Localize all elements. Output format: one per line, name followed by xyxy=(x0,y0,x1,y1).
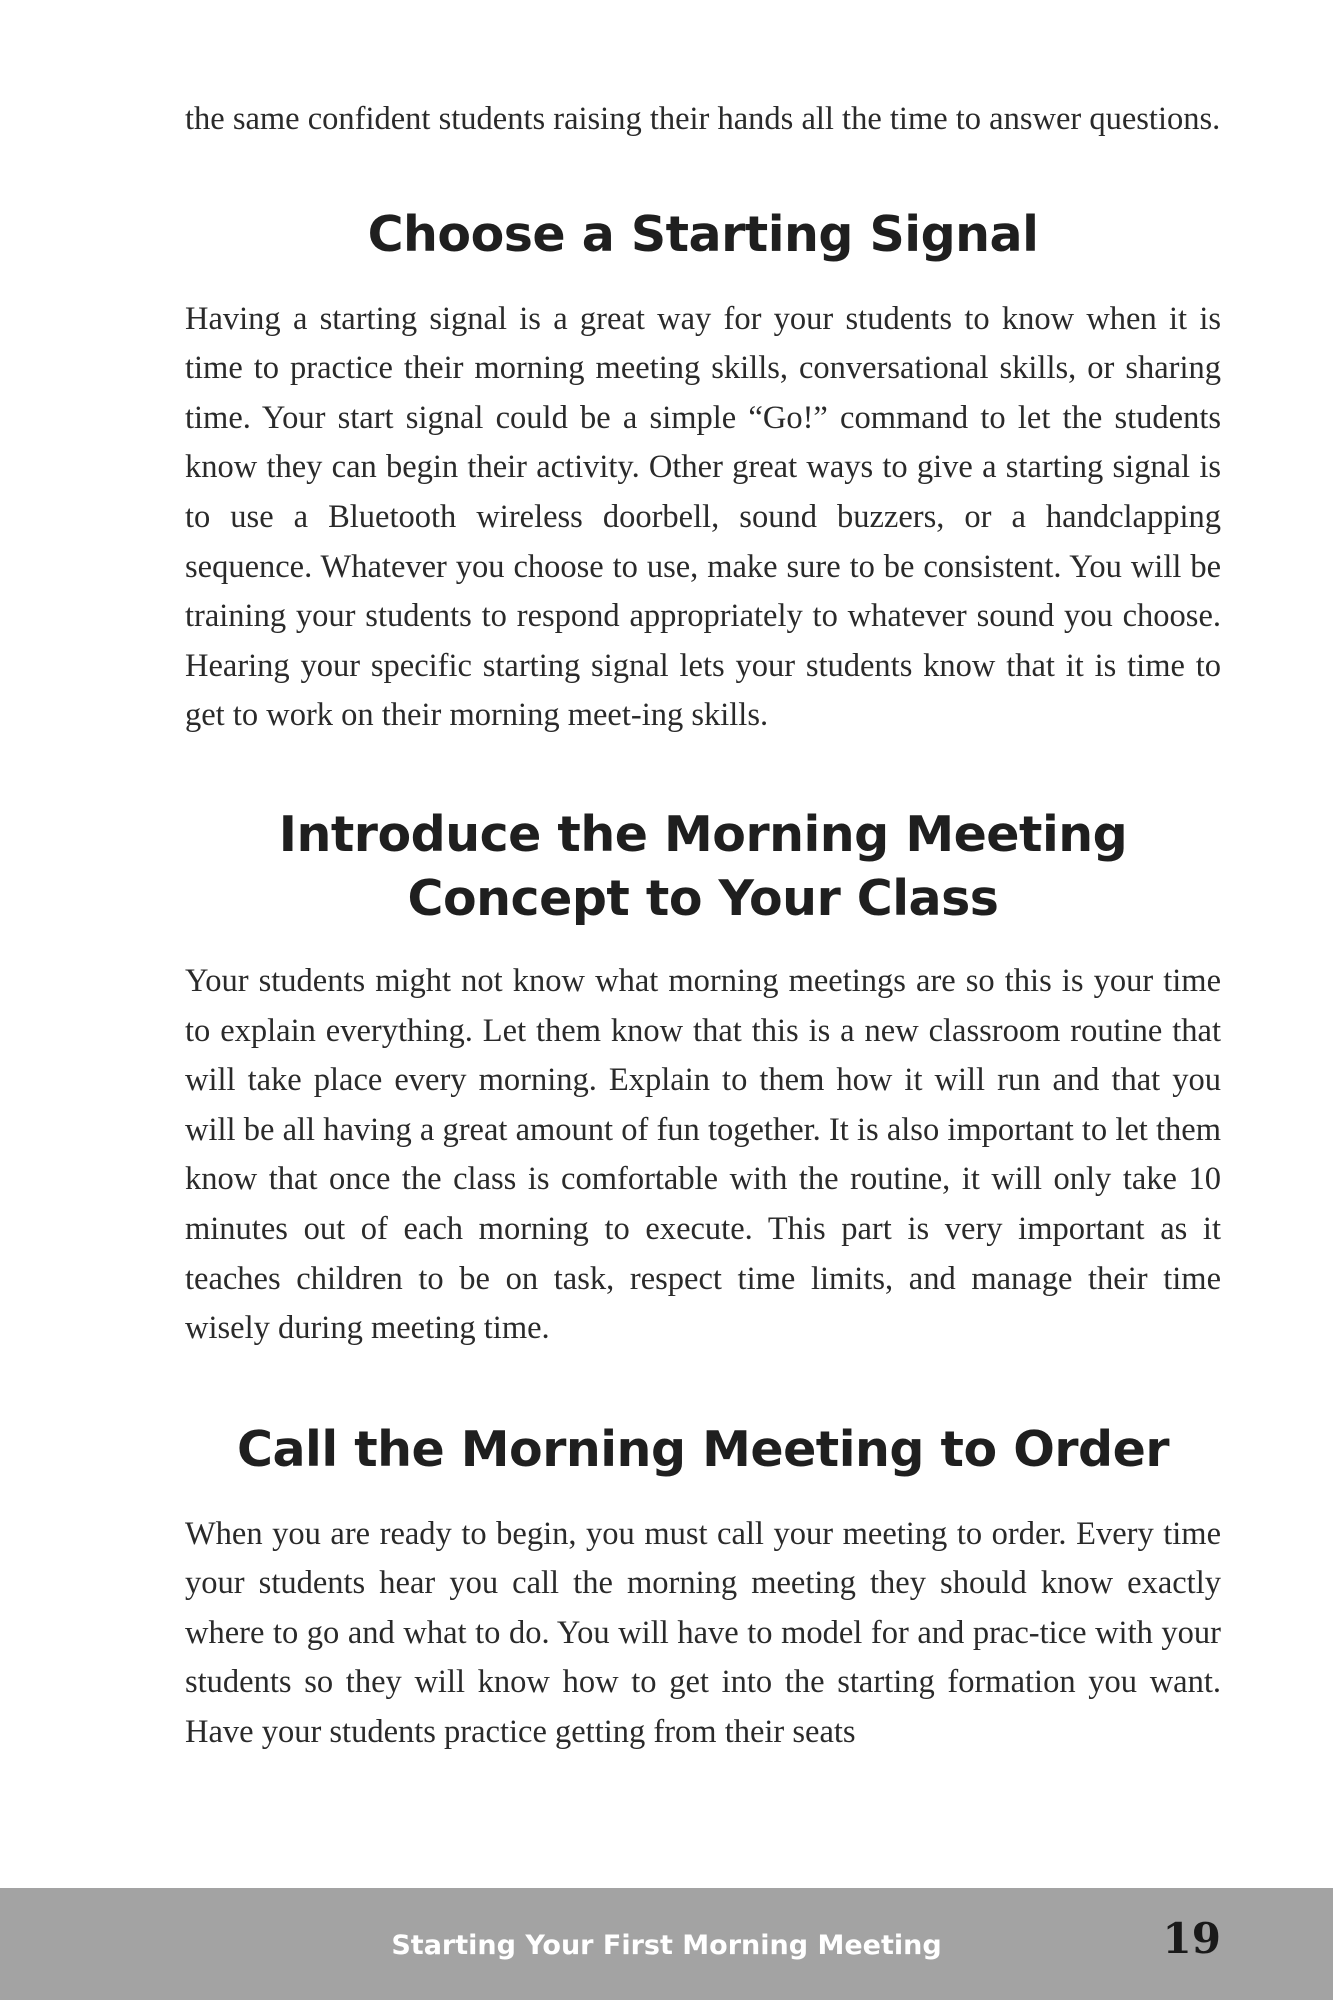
heading-line: Concept to Your Class xyxy=(407,869,999,927)
heading-choose-starting-signal: Choose a Starting Signal xyxy=(367,205,1039,263)
page-number: 19 xyxy=(1162,1914,1221,1963)
running-footer-title: Starting Your First Morning Meeting xyxy=(391,1930,942,1961)
paragraph-introduce-concept: Your students might not know what morning meetings are so this is your time to explain everything. Let them know that this is a new classroom routine that will take place every morning. Explain to them how it will run and that you will be all having a great amount of fun together. It is also important to let them know that once the class is comfortable with the routine, it will only take 10 minutes out of each morning to execute. This part is very important as it teaches children to be on task, respect time limits, and manage their time wisely during meeting time. xyxy=(185,962,1221,1347)
heading-call-to-order: Call the Morning Meeting to Order xyxy=(237,1420,1169,1478)
intro-paragraph: the same confident students raising their hands all the time to answer questions. xyxy=(185,101,1221,137)
heading-line: Introduce the Morning Meeting xyxy=(278,805,1128,863)
page-body xyxy=(185,95,1221,1758)
heading-introduce-concept xyxy=(185,803,1221,931)
paragraph-call-to-order: When you are ready to begin, you must call your meeting to order. Every time your students hear you call the morning meeting they should know exactly where to go and what to do. You will have to model for and prac-tice with your students so they will know how to get into the starting formation you want. Have your students practice getting from their seats xyxy=(185,1515,1221,1751)
page-footer xyxy=(0,1888,1333,2000)
paragraph-starting-signal: Having a starting signal is a great way for your students to know when it is time to practice their morning meeting skills, conversational skills, or sharing time. Your start signal could be a simple “Go!” command to let the students know they can begin their activity. Other great ways to give a starting signal is to use a Bluetooth wireless doorbell, sound buzzers, or a handclapping sequence. Whatever you choose to use, make sure to be consistent. You will be training your students to respond appropriately to whatever sound you choose. Hearing your specific starting signal lets your students know that it is time to get to work on their morning meet-ing skills. xyxy=(185,300,1221,734)
